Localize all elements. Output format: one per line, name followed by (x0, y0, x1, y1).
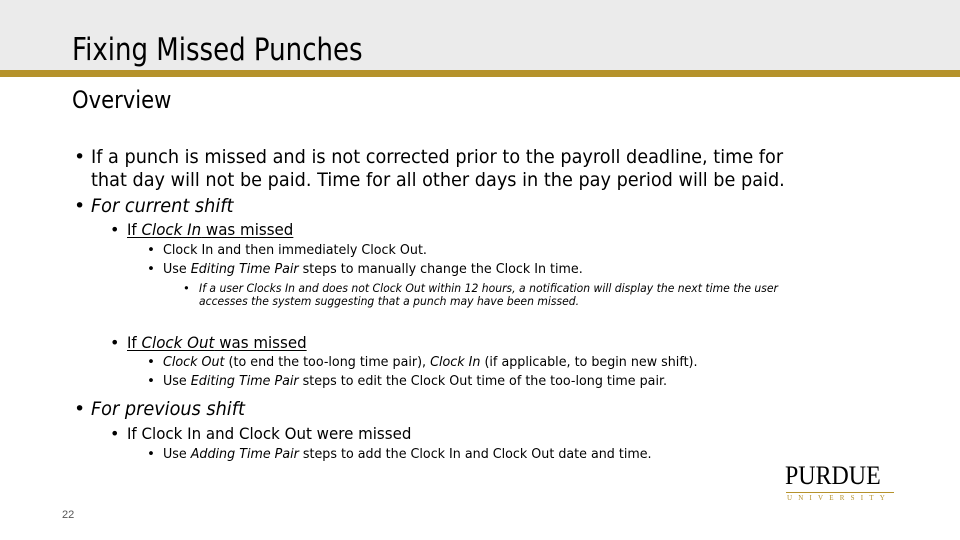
note-line1: If a user Clocks In and does not Clock Out within 12 hours, a notification will display the next time the user (199, 281, 778, 295)
bullet-dot-icon: • (147, 261, 155, 277)
bullet-dot-icon: • (147, 354, 155, 370)
bullet-text-line2: that day will not be paid. Time for all other days in the pay period will be paid. (91, 169, 785, 191)
bullet-dot-icon: • (147, 242, 155, 258)
text-part: (if applicable, to begin new shift). (480, 354, 698, 370)
bullet-dot-icon: • (110, 333, 120, 352)
logo-subtext: UNIVERSITY (787, 494, 891, 502)
logo-wordmark: PURDUE (785, 461, 881, 490)
text-emphasis: Clock Out (163, 354, 225, 370)
bullet-text: Clock In and then immediately Clock Out. (163, 242, 427, 258)
text-part: steps to add the Clock In and Clock Out date and time. (298, 446, 652, 462)
text-part: was missed (201, 220, 294, 239)
text-emphasis: Clock In (141, 220, 202, 239)
bullet-dot-icon: • (74, 398, 86, 420)
text-emphasis: Clock In (430, 354, 481, 370)
text-part: was missed (214, 333, 307, 352)
bullet-dot-icon: • (74, 195, 86, 217)
text-emphasis: Adding Time Pair (190, 446, 299, 462)
slide-title: Fixing Missed Punches (72, 32, 363, 68)
bullet-dot-icon: • (110, 424, 120, 443)
bullet-dot-icon: • (147, 446, 155, 462)
text-part: steps to edit the Clock Out time of the too-long time pair. (298, 373, 668, 389)
text-emphasis: Clock Out (141, 333, 215, 352)
gold-divider (0, 70, 960, 77)
bullet-dot-icon: • (183, 281, 190, 295)
text-part: If (127, 220, 142, 239)
bullet-text-line1: If a punch is missed and is not corrected prior to the payroll deadline, time for (91, 146, 784, 168)
text-part: steps to manually change the Clock In time. (298, 261, 583, 277)
bullet-dot-icon: • (147, 373, 155, 389)
bullet-dot-icon: • (74, 146, 86, 168)
text-part: Use (163, 261, 191, 277)
bullet-text: If Clock In and Clock Out were missed (127, 424, 412, 443)
text-part: (to end the too-long time pair), (224, 354, 431, 370)
text-emphasis: Editing Time Pair (190, 373, 299, 389)
text-emphasis: Editing Time Pair (190, 261, 299, 277)
logo-rule (786, 492, 894, 493)
text-part: Use (163, 373, 191, 389)
purdue-logo (785, 462, 897, 502)
bullet-dot-icon: • (110, 220, 120, 239)
bullet-text: For current shift (91, 195, 234, 217)
bullet-text: For previous shift (91, 398, 245, 420)
page-number: 22 (62, 509, 75, 521)
slide-subtitle: Overview (72, 86, 172, 114)
text-part: If (127, 333, 142, 352)
text-part: Use (163, 446, 191, 462)
note-line2: accesses the system suggesting that a punch may have been missed. (199, 294, 580, 308)
